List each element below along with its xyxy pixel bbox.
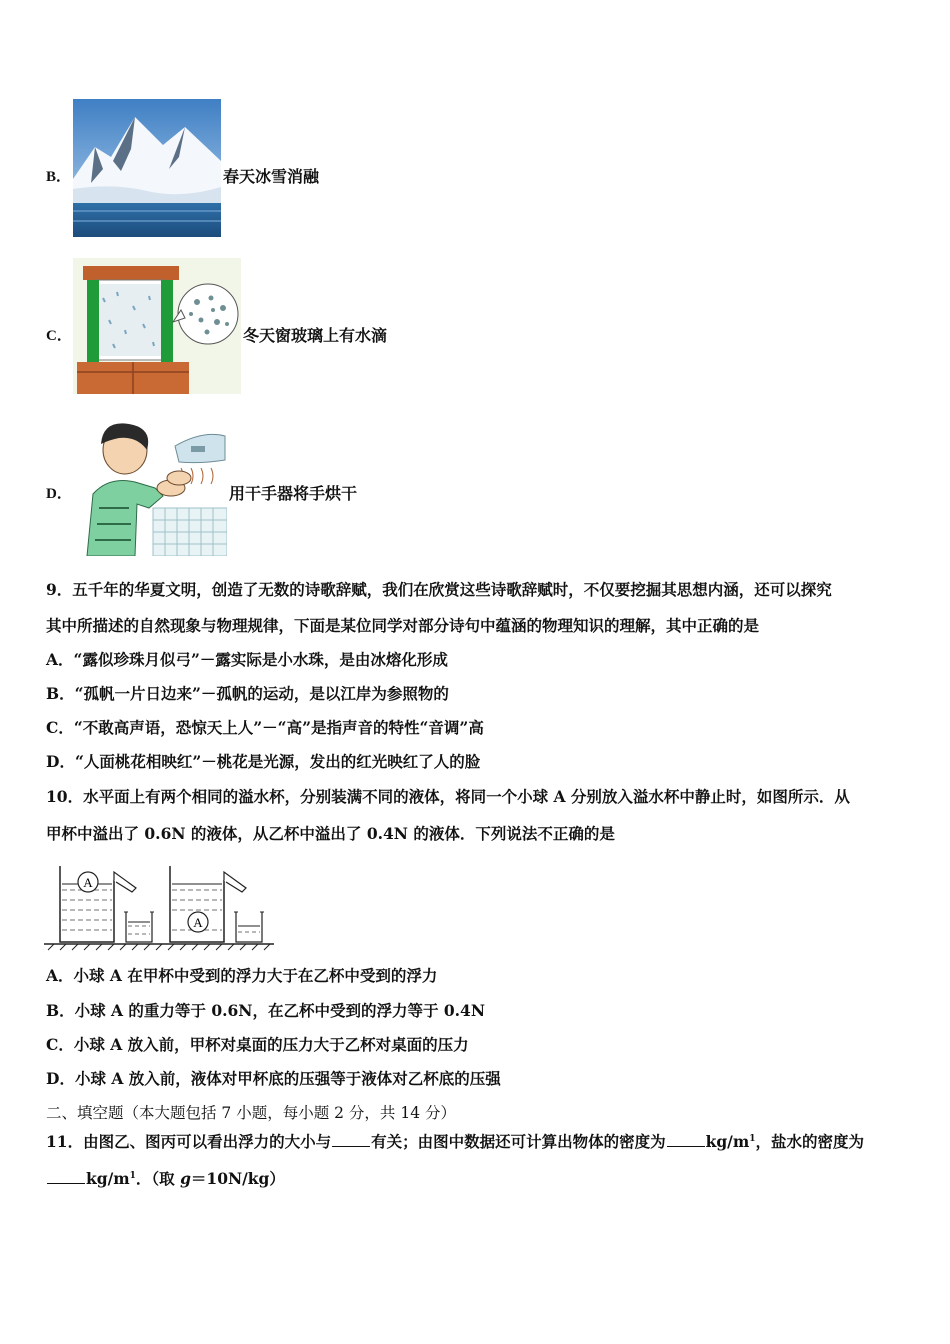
- section2-title: 二、填空题（本大题包括 7 小题，每小题 2 分，共 14 分）: [46, 1104, 457, 1122]
- overflow-cups-figure: [44, 860, 276, 952]
- q10-stem-line2: 甲杯中溢出了 0.6N 的液体，从乙杯中溢出了 0.4N 的液体．下列说法不正确的是: [46, 824, 615, 843]
- q11-blank3[interactable]: [47, 1183, 85, 1184]
- option-b-caption: 春天冰雪消融: [223, 167, 320, 186]
- q9-option-a: A．“露似珍珠月似弓”－露实际是小水珠，是由冰熔化形成: [46, 650, 448, 669]
- q9-stem-line2: 其中所描述的自然现象与物理规律，下面是某位同学对部分诗句中蕴涵的物理知识的理解，其中正确的是: [46, 616, 760, 635]
- q11-part2: 有关；由图中数据还可计算出物体的密度为: [371, 1132, 666, 1152]
- option-c-caption: 冬天窗玻璃上有水滴: [243, 326, 388, 345]
- q11-unit2-exponent: 1: [129, 1171, 136, 1181]
- q11-part1: 11．由图乙、图丙可以看出浮力的大小与: [46, 1132, 332, 1152]
- snowy-mountain-icon: [73, 99, 221, 237]
- q10-stem-line1: 10．水平面上有两个相同的溢水杯，分别装满不同的液体，将同一个小球 A 分别放入溢水杯中静止时，如图所示．从: [46, 787, 850, 806]
- cup2-ball-label: A: [193, 915, 203, 930]
- option-c-label: C．: [46, 328, 72, 344]
- option-b-label: B．: [46, 169, 72, 185]
- q11-blank1[interactable]: [332, 1146, 370, 1147]
- q10-option-b: B．小球 A 的重力等于 0.6N，在乙杯中受到的浮力等于 0.4N: [46, 1001, 485, 1020]
- hand-dryer-icon: [73, 416, 227, 556]
- q11-part3: ，盐水的密度为: [755, 1132, 865, 1152]
- q9-option-c: C．“不敢高声语，恐惊天上人”－“高”是指声音的特性“音调”高: [46, 718, 484, 737]
- q9-option-d: D．“人面桃花相映红”－桃花是光源，发出的红光映红了人的脸: [46, 752, 481, 771]
- q10-option-c: C．小球 A 放入前，甲杯对桌面的压力大于乙杯对桌面的压力: [46, 1035, 469, 1054]
- q11-line1: [46, 1129, 864, 1152]
- q11-part4: ．（取: [135, 1169, 181, 1189]
- q11-unit1-exponent: 1: [749, 1134, 756, 1144]
- option-d-caption: 用干手器将手烘干: [229, 484, 358, 503]
- q9-option-b: B．“孤帆一片日边来”－孤帆的运动，是以江岸为参照物的: [46, 684, 449, 703]
- option-d-label: D．: [46, 486, 72, 502]
- q11-g-symbol: g: [180, 1169, 191, 1189]
- q10-option-a: A．小球 A 在甲杯中受到的浮力大于在乙杯中受到的浮力: [46, 966, 438, 985]
- q11-unit2: kg/m: [86, 1169, 130, 1189]
- q11-blank2[interactable]: [667, 1146, 705, 1147]
- q9-stem-line1: 9．五千年的华夏文明，创造了无数的诗歌辞赋，我们在欣赏这些诗歌辞赋时，不仅要挖掘其思想内涵，还可以探究: [46, 580, 832, 599]
- window-droplets-icon: [73, 258, 241, 394]
- cup1-ball-label: A: [83, 875, 93, 890]
- q11-part5: ＝10N/kg）: [190, 1169, 285, 1189]
- q11-line2: [46, 1166, 285, 1189]
- q11-unit1: kg/m: [705, 1132, 750, 1152]
- q10-option-d: D．小球 A 放入前，液体对甲杯底的压强等于液体对乙杯底的压强: [46, 1069, 501, 1088]
